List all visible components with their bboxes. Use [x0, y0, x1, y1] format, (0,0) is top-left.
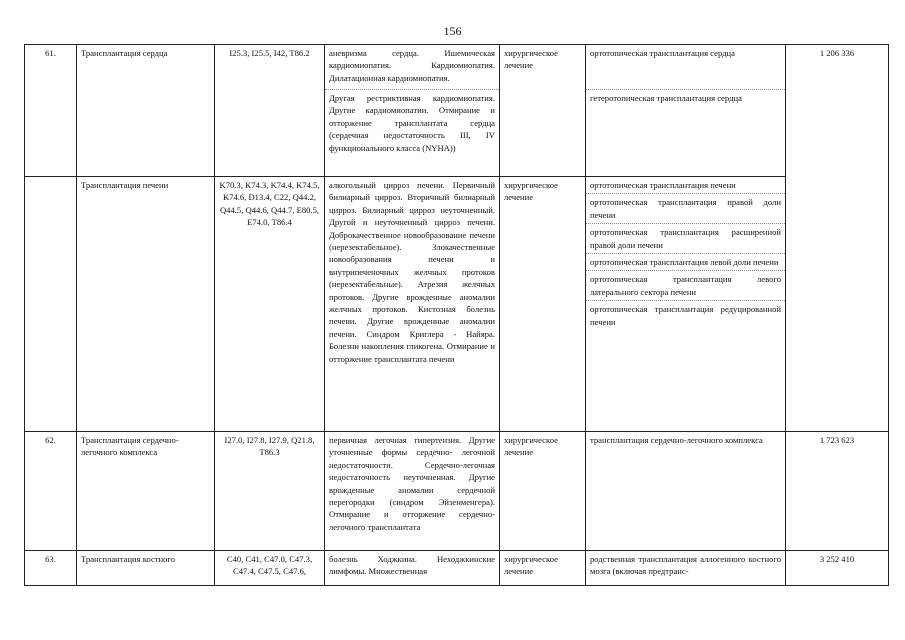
row-treatment: хирургическое лечение — [500, 432, 586, 551]
row-cost: 1 206 336 — [786, 45, 889, 432]
row-treatment: хирургическое лечение — [500, 551, 586, 586]
row-codes: C40, C41, C47.0, C47.3, C47.4, C47.5, C47.6, — [215, 551, 325, 586]
row-method: ортотопическая трансплантация сердца — [586, 45, 786, 90]
row-method: гетеротопическая трансплантация сердца — [586, 90, 786, 177]
row-diagnosis: аневризма сердца. Ишемическая кардиомиопатия. Кардиомиопатия. Дилатационная кардиомиопатия. — [325, 45, 500, 90]
row-cost: 1 723 623 — [786, 432, 889, 551]
row-number: 62. — [25, 432, 77, 551]
row-diagnosis: болезнь Ходжкина. Неходжкинские лимфомы. Множественная — [325, 551, 500, 586]
table-row — [25, 551, 889, 586]
table-row — [25, 177, 889, 432]
row-treatment: хирургическое лечение — [500, 45, 586, 177]
row-name: Трансплантация печени — [77, 177, 215, 432]
row-name: Трансплантация сердечно-легочного комплекса — [77, 432, 215, 551]
row-codes: K70.3, K74.3, K74.4, K74.5, K74.6, D13.4, C22, Q44.2, Q44.5, Q44.6, Q44.7, E80.5, E74.0, T86.4 — [215, 177, 325, 432]
list-item: ортотопическая трансплантация печени — [586, 177, 785, 194]
table-row — [25, 45, 889, 90]
list-item: ортотопическая трансплантация редуцированной печени — [590, 304, 781, 327]
row-cost: 3 252 410 — [786, 551, 889, 586]
liver-methods-list — [586, 177, 786, 432]
row-number: 61. — [25, 45, 77, 177]
row-name: Трансплантация костного — [77, 551, 215, 586]
treatment-table — [24, 44, 889, 586]
row-name: Трансплантация сердца — [77, 45, 215, 177]
list-item: ортотопическая трансплантация правой доли печени — [586, 194, 785, 224]
row-diagnosis: первичная легочная гипертензия. Другие уточненные формы сердечно- легочной недостаточности. Сердечно-легочная недостаточность неуточненная. Другие врожденные аномалии сердечной перегородки (синдром Эйзенменгера). Отмирание и отторжение сердечно-легочного трансплантата — [325, 432, 500, 551]
page-number: 156 — [443, 24, 462, 38]
row-number: 63. — [25, 551, 77, 586]
row-method: родственная трансплантация аллогенного костного мозга (включая предтранс- — [586, 551, 786, 586]
row-method: трансплантация сердечно-легочного комплекса — [586, 432, 786, 551]
row-diagnosis: Другая рестриктивная кардиомиопатия. Другие кардиомиопатии. Отмирание и отторжение трансплантата сердца (сердечная недостаточность III, IV функционального класса (NYHA)) — [325, 90, 500, 177]
row-codes: I27.0, I27.8, I27.9, Q21.8, T86.3 — [215, 432, 325, 551]
list-item: ортотопическая трансплантация левого латерального сектора печени — [586, 271, 785, 301]
list-item: ортотопическая трансплантация расширенной правой доли печени — [586, 224, 785, 254]
row-codes: I25.3, I25.5, I42, T86.2 — [215, 45, 325, 177]
table-row — [25, 432, 889, 551]
row-number — [25, 177, 77, 432]
row-diagnosis: алкогольный цирроз печени. Первичный билиарный цирроз. Вторичный билиарный цирроз. Билиарный цирроз неуточненный. Другой и неуточненный цирроз печени. Доброкачественное новообразование печени (нерезектабельное). Злокачественные новообразования печени и внутрипеченочных желчных протоков (нерезектабельные). Атрезия желчных протоков. Другие врожденные аномалии желчных протоков. Кистозная болезнь печени. Другие врожденные аномалии печени. Синдром Криглера - Найяра. Болезни накопления гликогена. Отмирание и отторжение трансплантата печени — [325, 177, 500, 432]
list-item: ортотопическая трансплантация левой доли печени — [586, 254, 785, 271]
row-treatment: хирургическое лечение — [500, 177, 586, 432]
